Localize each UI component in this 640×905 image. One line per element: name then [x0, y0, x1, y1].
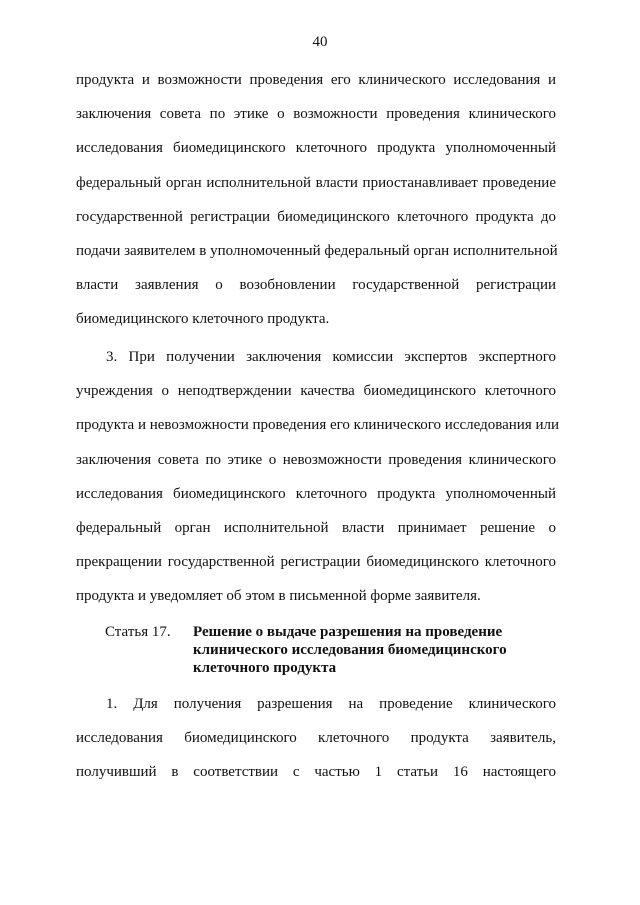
article-title-line: клеточного продукта — [193, 660, 337, 676]
article-title-line: клинического исследования биомедицинского — [193, 642, 507, 658]
text-line: заключения совета по этике о возможности проведения клинического — [76, 106, 556, 123]
text-line: власти заявления о возобновлении государственной регистрации — [76, 277, 556, 294]
text-line: продукта и возможности проведения его клинического исследования и — [76, 72, 556, 88]
text-line: государственной регистрации биомедицинского клеточного продукта до — [76, 208, 556, 225]
text-line: федеральный орган исполнительной власти приостанавливает проведение — [76, 174, 556, 191]
text-line: заключения совета по этике о невозможности проведения клинического — [76, 451, 556, 468]
text-line: прекращении государственной регистрации биомедицинского клеточного — [76, 554, 556, 571]
text-line: получивший в соответствии с частью 1 статьи 16 настоящего — [76, 764, 556, 781]
text-line: федеральный орган исполнительной власти принимает решение о — [76, 519, 556, 536]
text-line: исследования биомедицинского клеточного продукта заявитель, — [76, 730, 556, 747]
text-line: учреждения о неподтверждении качества биомедицинского клеточного — [76, 383, 556, 400]
article-title — [193, 623, 573, 677]
text-line: биомедицинского клеточного продукта. — [76, 311, 330, 328]
text-line: 3. При получении заключения комиссии экспертов экспертного — [106, 349, 556, 365]
paragraph-continuation — [76, 63, 556, 337]
text-line: подачи заявителем в уполномоченный федеральный орган исполнительной — [76, 242, 558, 259]
text-line: 1. Для получения разрешения на проведение клинического — [106, 696, 556, 712]
text-line: исследования биомедицинского клеточного продукта уполномоченный — [76, 485, 556, 502]
article-label: Статья 17. — [105, 624, 171, 640]
text-line: исследования биомедицинского клеточного продукта уполномоченный — [76, 140, 556, 157]
paragraph-item-1 — [76, 687, 556, 790]
article-title-line: Решение о выдаче разрешения на проведение — [193, 624, 503, 640]
paragraph-item-3 — [76, 340, 560, 614]
text-line: продукта и уведомляет об этом в письменной форме заявителя. — [76, 588, 481, 605]
text-line: продукта и невозможности проведения его клинического исследования или — [76, 417, 560, 434]
page-number: 40 — [312, 34, 328, 50]
